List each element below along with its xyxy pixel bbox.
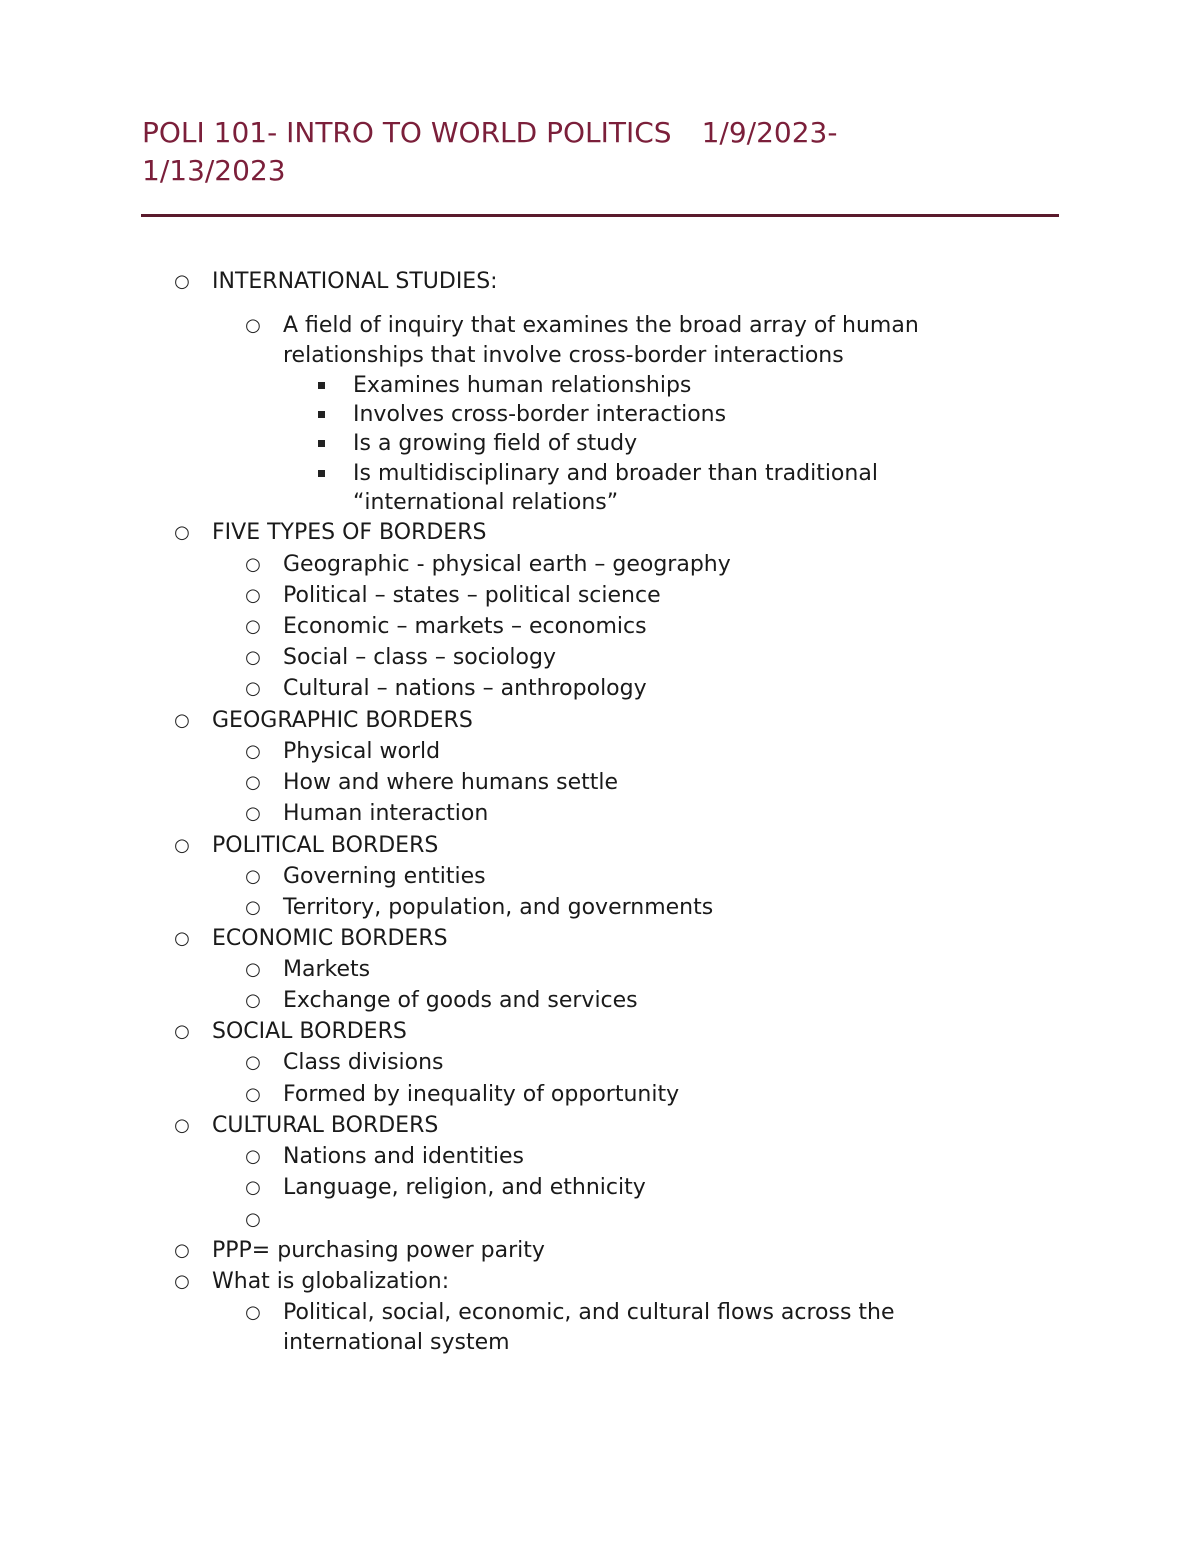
outline-item-text: Governing entities [283, 864, 486, 889]
outline-item-level-3 [353, 488, 618, 518]
circle-bullet-icon: ○ [245, 554, 261, 575]
outline-item-level-2 [245, 737, 441, 767]
outline-item-level-2 [245, 1173, 646, 1203]
outline-item-text: Social – class – sociology [283, 645, 556, 670]
circle-bullet-icon: ○ [245, 1209, 261, 1230]
circle-bullet-icon: ○ [245, 990, 261, 1011]
outline-item-text: Physical world [283, 739, 441, 764]
circle-bullet-icon: ○ [245, 866, 261, 887]
outline-item-text: What is globalization: [212, 1269, 450, 1294]
outline-item-text: Formed by inequality of opportunity [283, 1082, 680, 1107]
circle-bullet-icon: ○ [174, 522, 190, 543]
circle-bullet-icon: ○ [174, 1115, 190, 1136]
outline-item-text: Exchange of goods and services [283, 988, 638, 1013]
title-divider [141, 214, 1059, 217]
circle-bullet-icon: ○ [174, 1240, 190, 1261]
outline-item-text: relationships that involve cross-border interactions [283, 343, 844, 368]
outline-item-level-2 [245, 955, 371, 985]
outline-item-text: A field of inquiry that examines the broad array of human [283, 313, 919, 338]
outline-item-text: international system [283, 1330, 510, 1355]
outline-item-level-2 [283, 1328, 510, 1358]
outline-item-text: How and where humans settle [283, 770, 619, 795]
outline-item-level-2 [245, 674, 647, 704]
circle-bullet-icon: ○ [174, 835, 190, 856]
outline-item-level-2 [245, 893, 714, 923]
circle-bullet-icon: ○ [245, 803, 261, 824]
outline-item-level-2 [245, 581, 661, 611]
square-bullet-icon [318, 411, 325, 418]
circle-bullet-icon: ○ [245, 897, 261, 918]
outline-item-level-2 [283, 341, 844, 371]
circle-bullet-icon: ○ [245, 678, 261, 699]
outline-item-level-2 [245, 550, 731, 580]
outline-item-text: Economic – markets – economics [283, 614, 647, 639]
outline-item-text: GEOGRAPHIC BORDERS [212, 708, 473, 733]
circle-bullet-icon: ○ [245, 959, 261, 980]
circle-bullet-icon: ○ [174, 1021, 190, 1042]
outline-item-text: Examines human relationships [353, 373, 692, 398]
outline-item-text: Geographic - physical earth – geography [283, 552, 731, 577]
outline-item-text: “international relations” [353, 490, 619, 515]
outline-item-level-2 [245, 1048, 444, 1078]
outline-item-text: POLITICAL BORDERS [212, 833, 439, 858]
outline-item-text: PPP= purchasing power parity [212, 1238, 545, 1263]
outline-item-text: Involves cross-border interactions [353, 402, 727, 427]
outline-item-text: INTERNATIONAL STUDIES: [212, 269, 498, 294]
outline-item-text: Class divisions [283, 1050, 444, 1075]
circle-bullet-icon: ○ [245, 1084, 261, 1105]
square-bullet-icon [318, 382, 325, 389]
outline-item-level-1 [174, 831, 439, 861]
outline-item-text: Markets [283, 957, 371, 982]
outline-item-level-2 [245, 612, 647, 642]
outline-item-level-3 [353, 400, 726, 430]
outline-item-level-1 [174, 1017, 407, 1047]
circle-bullet-icon: ○ [245, 741, 261, 762]
outline-item-level-1 [174, 1267, 450, 1297]
outline-item-text: ECONOMIC BORDERS [212, 926, 448, 951]
outline-item-level-2 [245, 1298, 895, 1328]
outline-item-text: Cultural – nations – anthropology [283, 676, 647, 701]
outline-item-text: Nations and identities [283, 1144, 524, 1169]
square-bullet-icon [318, 440, 325, 447]
outline-item-level-2 [245, 799, 489, 829]
outline-item-level-2 [245, 311, 919, 341]
circle-bullet-icon: ○ [245, 1052, 261, 1073]
outline-item-level-3 [353, 371, 691, 401]
circle-bullet-icon: ○ [245, 616, 261, 637]
outline-item-level-2 [245, 986, 638, 1016]
square-bullet-icon [318, 470, 325, 477]
outline-item-text: Is a growing field of study [353, 431, 638, 456]
outline-item-level-2 [245, 1142, 524, 1172]
circle-bullet-icon: ○ [245, 1146, 261, 1167]
outline-item-text: Language, religion, and ethnicity [283, 1175, 646, 1200]
outline-item-text: Human interaction [283, 801, 489, 826]
circle-bullet-icon: ○ [174, 271, 190, 292]
outline-item-level-1 [174, 924, 448, 954]
outline-item-level-1 [174, 706, 473, 736]
title-dates-start: 1/9/2023- [701, 116, 838, 149]
title-dates-end: 1/13/2023 [142, 154, 286, 187]
circle-bullet-icon: ○ [245, 315, 261, 336]
outline-item-level-2 [245, 643, 556, 673]
outline-item-level-3 [353, 429, 637, 459]
circle-bullet-icon: ○ [174, 928, 190, 949]
outline-item-text: CULTURAL BORDERS [212, 1113, 439, 1138]
outline-item-level-2 [245, 862, 486, 892]
outline-item-text: Political, social, economic, and cultural flows across the [283, 1300, 895, 1325]
title-course: POLI 101- INTRO TO WORLD POLITICS [142, 116, 672, 149]
circle-bullet-icon: ○ [245, 585, 261, 606]
outline-item-level-3 [353, 459, 878, 489]
circle-bullet-icon: ○ [245, 1302, 261, 1323]
circle-bullet-icon: ○ [245, 647, 261, 668]
document-title [142, 114, 1042, 190]
circle-bullet-icon: ○ [174, 1271, 190, 1292]
outline-item-level-2 [245, 1080, 680, 1110]
outline-item-level-1 [174, 267, 498, 297]
outline-item-level-2 [245, 768, 619, 798]
outline-item-level-1 [174, 1236, 545, 1266]
outline-item-text: SOCIAL BORDERS [212, 1019, 407, 1044]
outline-item-level-1 [174, 1111, 439, 1141]
outline-item-text: Political – states – political science [283, 583, 661, 608]
circle-bullet-icon: ○ [245, 1177, 261, 1198]
outline-item-text: FIVE TYPES OF BORDERS [212, 520, 487, 545]
circle-bullet-icon: ○ [174, 710, 190, 731]
circle-bullet-icon: ○ [245, 772, 261, 793]
outline-item-text: Is multidisciplinary and broader than traditional [353, 461, 878, 486]
outline-item-text: Territory, population, and governments [283, 895, 714, 920]
outline-item-level-1 [174, 518, 487, 548]
